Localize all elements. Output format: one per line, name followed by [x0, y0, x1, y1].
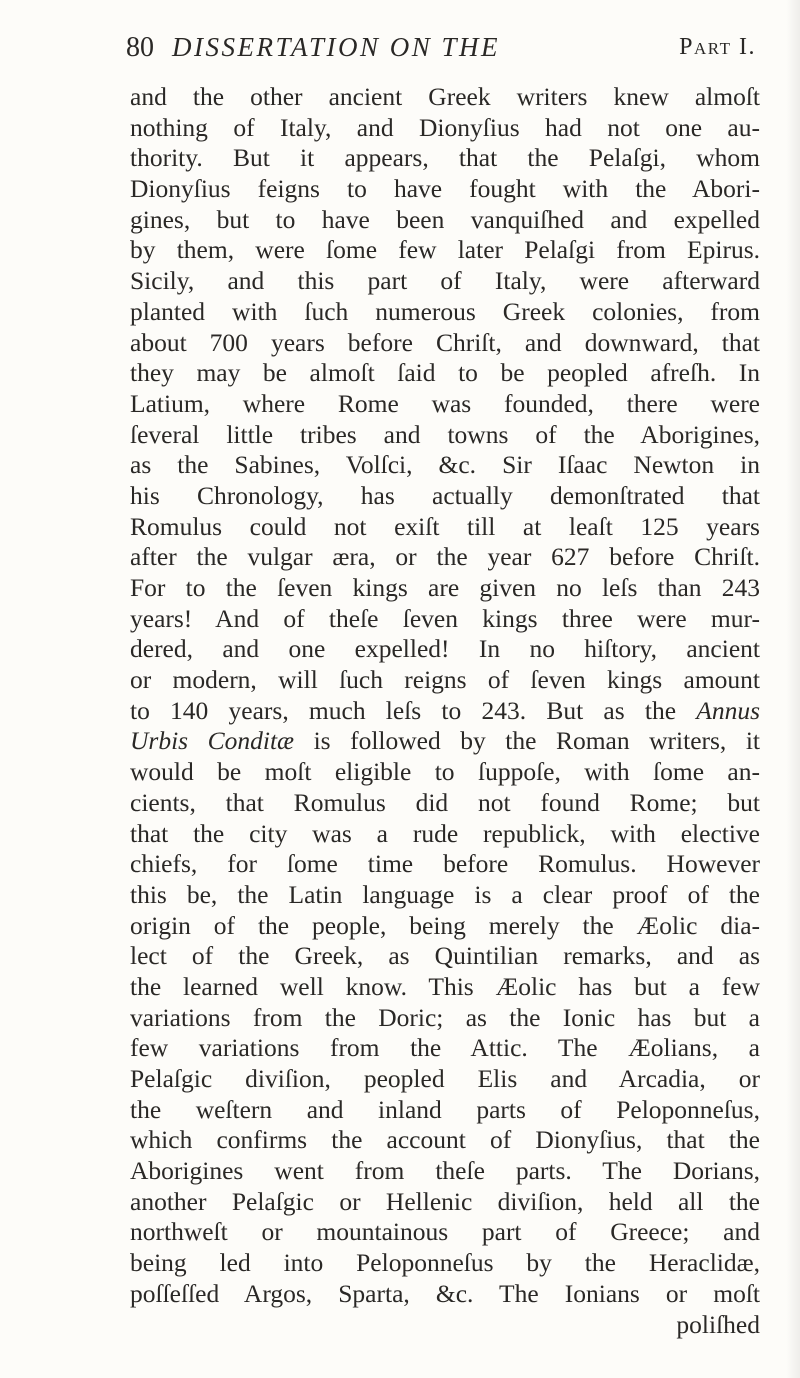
- text-line: few variations from the Attic. The Æolians, a: [130, 1033, 760, 1063]
- text-line: thority. But it appears, that the Pelaſgi, whom: [130, 143, 760, 173]
- text-line: nothing of Italy, and Dionyſius had not one au-: [130, 112, 760, 142]
- text-line: by them, were ſome few later Pelaſgi from Epirus.: [130, 235, 760, 265]
- text-line: Dionyſius feigns to have fought with the Abori-: [130, 174, 760, 204]
- text-line: planted with ſuch numerous Greek colonies, from: [130, 296, 760, 326]
- text-line: after the vulgar æra, or the year 627 before Chriſt.: [130, 542, 760, 572]
- text-line: chiefs, for ſome time before Romulus. However: [130, 849, 760, 879]
- text-line: this be, the Latin language is a clear proof of the: [130, 879, 760, 909]
- text-line: northweſt or mountainous part of Greece; and: [130, 1217, 760, 1247]
- text-line: Sicily, and this part of Italy, were afterward: [130, 266, 760, 296]
- text-line: as the Sabines, Volſci, &c. Sir Iſaac Newton in: [130, 450, 760, 480]
- text-line: and the other ancient Greek writers knew almoſt: [130, 82, 760, 111]
- text-line: Latium, where Rome was founded, there were: [130, 388, 760, 418]
- text-line: gines, but to have been vanquiſhed and expelled: [130, 204, 760, 234]
- text-line: poſſeſſed Argos, Sparta, &c. The Ionians or moſt: [130, 1278, 760, 1308]
- page-number: 80: [126, 32, 154, 63]
- page-edge-shadow: [786, 0, 800, 1378]
- text-line: dered, and one expelled! In no hiſtory, ancient: [130, 634, 760, 664]
- text-line: cients, that Romulus did not found Rome; but: [130, 787, 760, 817]
- text-line: Romulus could not exiſt till at leaſt 125 years: [130, 511, 760, 541]
- body-text: [130, 82, 760, 1340]
- text-line: another Pelaſgic or Hellenic diviſion, held all the: [130, 1186, 760, 1216]
- text-line: lect of the Greek, as Quintilian remarks, and as: [130, 941, 760, 971]
- text-line: ſeveral little tribes and towns of the Aborigines,: [130, 419, 760, 449]
- text-line: years! And of theſe ſeven kings three were mur-: [130, 603, 760, 633]
- text-line: the learned well know. This Æolic has but a few: [130, 971, 760, 1001]
- text-line: that the city was a rude republick, with elective: [130, 818, 760, 848]
- text-line: variations from the Doric; as the Ionic has but a: [130, 1002, 760, 1032]
- text-line: or modern, will ſuch reigns of ſeven kings amount: [130, 665, 760, 695]
- italic-annus: Annus: [696, 695, 760, 725]
- text-line: [130, 726, 760, 757]
- text-segment: is followed by the Roman writers, it: [294, 726, 760, 756]
- text-line: would be moſt eligible to ſuppoſe, with ſome an-: [130, 757, 760, 787]
- text-line: his Chronology, has actually demonſtrated that: [130, 480, 760, 510]
- italic-urbis-conditae: Urbis Conditæ: [130, 726, 295, 756]
- text-line: Aborigines went from theſe parts. The Dorians,: [130, 1156, 760, 1186]
- text-line: which confirms the account of Dionyſius, that the: [130, 1125, 760, 1155]
- text-line: For to the ſeven kings are given no leſs than 243: [130, 573, 760, 602]
- text-line: they may be almoſt ſaid to be peopled afreſh. In: [130, 358, 760, 388]
- text-line: Pelaſgic diviſion, peopled Elis and Arcadia, or: [130, 1064, 760, 1093]
- catchword: poliſhed: [676, 1309, 760, 1339]
- text-segment: to 140 years, much leſs to 243. But as the: [130, 695, 697, 725]
- text-line: about 700 years before Chriſt, and downward, that: [130, 327, 760, 357]
- part-label: Part I.: [679, 34, 756, 60]
- running-title: DISSERTATION ON THE: [172, 32, 501, 62]
- text-line: origin of the people, being merely the Æolic dia-: [130, 910, 760, 940]
- text-line: being led into Peloponneſus by the Heraclidæ,: [130, 1248, 760, 1278]
- page-header: [126, 32, 756, 72]
- text-line: the weſtern and inland parts of Peloponneſus,: [130, 1094, 760, 1124]
- text-line: [130, 696, 760, 727]
